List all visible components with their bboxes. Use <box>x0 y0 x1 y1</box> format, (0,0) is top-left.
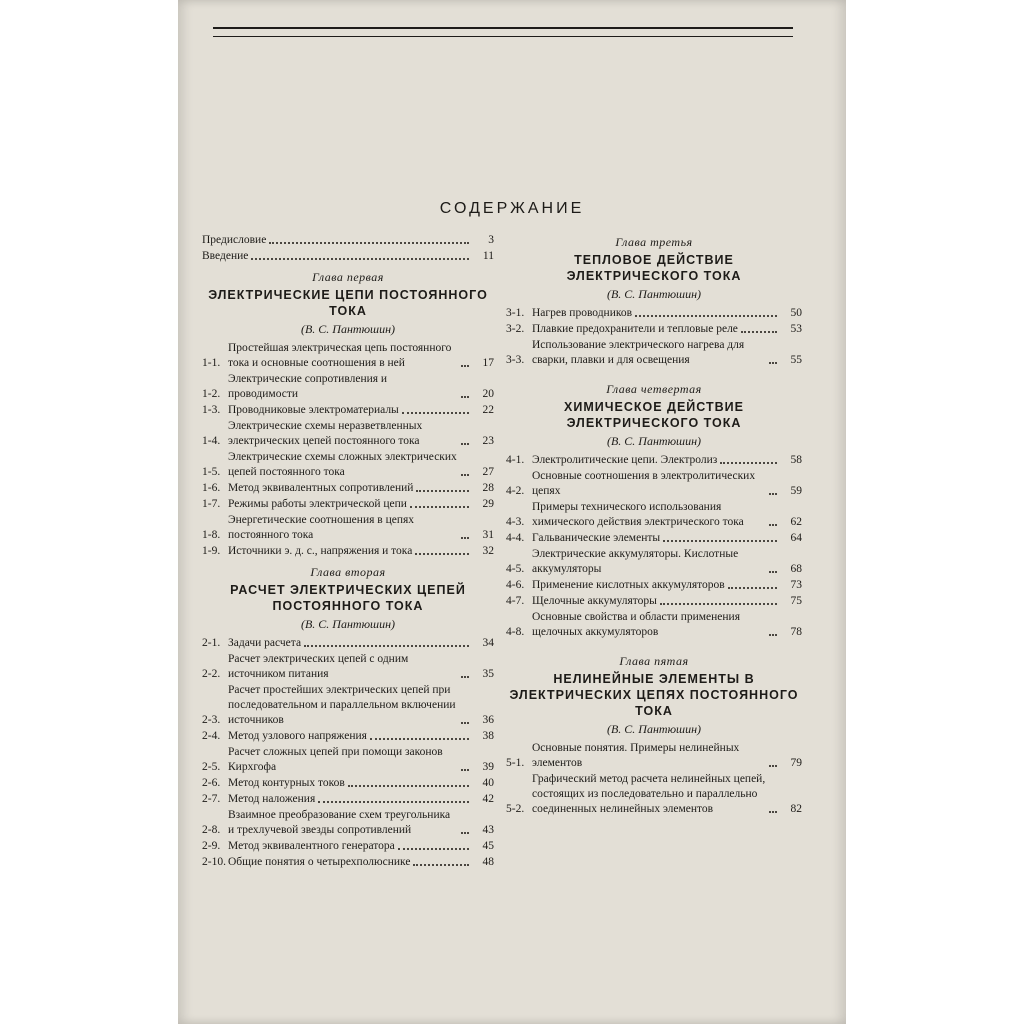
toc-entry <box>202 808 494 838</box>
page-number: 73 <box>790 579 802 591</box>
page-number: 64 <box>790 532 802 544</box>
dot-leader <box>741 331 777 333</box>
toc-entry <box>202 745 494 775</box>
toc-entry-body <box>228 776 494 791</box>
toc-entry-body <box>532 322 802 337</box>
toc-entry-body <box>228 839 494 854</box>
toc-entry-body <box>532 500 802 530</box>
section-title: Электрические аккумуляторы. Кислотные аккумуляторы <box>532 548 739 575</box>
section-number: 2-9. <box>202 840 221 852</box>
toc-entry <box>506 578 802 593</box>
toc-entry <box>202 544 494 559</box>
section-number: 1-1. <box>202 357 221 369</box>
chapter-heading <box>506 382 802 449</box>
section-title: Простейшая электрическая цепь постоянного тока и основные соотношения в ней <box>228 342 452 369</box>
section-title: Режимы работы электрической цепи <box>228 498 407 510</box>
page-number: 29 <box>482 498 494 510</box>
dot-leader <box>318 801 469 803</box>
dot-leader <box>415 553 469 555</box>
page-number: 20 <box>482 388 494 400</box>
section-title: Метод узлового напряжения <box>228 730 367 742</box>
section-number: 1-6. <box>202 482 221 494</box>
section-number: 2-7. <box>202 793 221 805</box>
page-number: 55 <box>790 354 802 366</box>
section-title: Источники э. д. с., напряжения и тока <box>228 545 413 557</box>
section-number: 4-5. <box>506 563 525 575</box>
section-title: Плавкие предохранители и тепловые реле <box>532 323 738 335</box>
page-number: 78 <box>790 626 802 638</box>
dot-leader <box>769 493 777 495</box>
section-title: Метод эквивалентного генератора <box>228 840 395 852</box>
chapter-heading <box>506 654 802 737</box>
section-title: Использование электрического нагрева для сварки, плавки и для освещения <box>532 339 745 366</box>
section-number: 2-1. <box>202 637 221 649</box>
page-number: 32 <box>482 545 494 557</box>
page-number: 68 <box>790 563 802 575</box>
toc-entry <box>506 453 802 468</box>
toc-entry-body <box>228 792 494 807</box>
toc-entry <box>202 839 494 854</box>
toc-entry <box>506 594 802 609</box>
page-number: 39 <box>482 761 494 773</box>
dot-leader <box>398 848 469 850</box>
dot-leader <box>370 738 469 740</box>
chapter-author: (В. С. Пантюшин) <box>606 287 702 301</box>
page-number: 82 <box>790 803 802 815</box>
dot-leader <box>461 722 469 724</box>
page-number: 35 <box>482 668 494 680</box>
toc-entry <box>506 772 802 817</box>
section-title: Основные свойства и области применения щелочных аккумуляторов <box>532 611 740 638</box>
toc-entry-body <box>228 683 494 728</box>
section-title: Применение кислотных аккумуляторов <box>532 579 725 591</box>
toc-entry <box>202 497 494 512</box>
section-number: 1-9. <box>202 545 221 557</box>
toc-entry <box>202 450 494 480</box>
section-title: Метод эквивалентных сопротивлений <box>228 482 414 494</box>
section-number: 4-7. <box>506 595 525 607</box>
toc-entry <box>506 547 802 577</box>
toc-entry <box>202 729 494 744</box>
section-title: Гальванические элементы <box>532 532 661 544</box>
section-title: Проводниковые электроматериалы <box>228 404 399 416</box>
toc-entry-body <box>228 403 494 418</box>
section-title: Основные соотношения в электролитических цепях <box>532 470 756 497</box>
left-chapters <box>202 270 494 870</box>
section-title: Графический метод расчета нелинейных цепей, состоящих из последовательно и параллельно соединенных нелинейных элементов <box>532 773 766 815</box>
toc-entry-body <box>532 741 802 771</box>
toc-entry <box>506 469 802 499</box>
section-title: Энергетические соотношения в цепях постоянного тока <box>228 514 415 541</box>
toc-entry <box>506 531 802 546</box>
toc-entry <box>202 855 494 870</box>
section-number: 4-2. <box>506 485 525 497</box>
dot-leader <box>461 832 469 834</box>
chapter-author: (В. С. Пантюшин) <box>606 722 702 736</box>
dot-leader <box>660 603 777 605</box>
section-title: Электрические схемы неразветвленных электрических цепей постоянного тока <box>228 420 423 447</box>
toc-entry-body <box>228 652 494 682</box>
page-number: 28 <box>482 482 494 494</box>
section-number: 2-10. <box>202 856 226 868</box>
page-number: 38 <box>482 730 494 742</box>
section-title: Основные понятия. Примеры нелинейных элементов <box>532 742 740 769</box>
section-number: 4-4. <box>506 532 525 544</box>
page-number: 40 <box>482 777 494 789</box>
chapter-label: Глава четвертая <box>606 382 702 396</box>
section-title: Общие понятия о четырехполюснике <box>228 856 411 868</box>
toc-entry-body <box>532 469 802 499</box>
section-number: 4-8. <box>506 626 525 638</box>
page-number: 58 <box>790 454 802 466</box>
section-number: 3-3. <box>506 354 525 366</box>
front-matter-introduction <box>202 249 494 264</box>
toc-entry-body <box>228 855 494 870</box>
toc-entry-body <box>228 745 494 775</box>
page-number: 22 <box>482 404 494 416</box>
section-number: 1-7. <box>202 498 221 510</box>
toc-entry <box>506 338 802 368</box>
dot-leader <box>461 443 469 445</box>
dot-leader <box>769 524 777 526</box>
dot-leader <box>769 765 777 767</box>
section-number: 1-3. <box>202 404 221 416</box>
toc-entry <box>202 419 494 449</box>
section-number: 2-4. <box>202 730 221 742</box>
page-number: 42 <box>482 793 494 805</box>
chapter-title: ХИМИЧЕСКОЕ ДЕЙСТВИЕ ЭЛЕКТРИЧЕСКОГО ТОКА <box>564 400 744 430</box>
toc-entry-body <box>532 772 802 817</box>
chapter-label: Глава первая <box>312 270 384 284</box>
toc-entry-body <box>532 547 802 577</box>
toc-entry <box>506 741 802 771</box>
section-number: 2-3. <box>202 714 221 726</box>
toc-entry <box>202 776 494 791</box>
page-number: 23 <box>482 435 494 447</box>
toc-entry-body <box>228 419 494 449</box>
section-title: Щелочные аккумуляторы <box>532 595 657 607</box>
section-number: 3-2. <box>506 323 525 335</box>
chapter-author: (В. С. Пантюшин) <box>300 322 396 336</box>
section-number: 1-2. <box>202 388 221 400</box>
section-title: Электрические сопротивления и проводимости <box>228 373 388 400</box>
toc-entry <box>202 481 494 496</box>
section-title: Задачи расчета <box>228 637 302 649</box>
page-number: 11 <box>482 250 494 262</box>
chapter-heading <box>506 235 802 302</box>
toc-entry <box>506 610 802 640</box>
dot-leader <box>410 506 469 508</box>
top-rule-thin <box>213 36 793 37</box>
section-title: Метод наложения <box>228 793 316 805</box>
page-number: 48 <box>482 856 494 868</box>
toc-entry-body <box>228 729 494 744</box>
page-number: 43 <box>482 824 494 836</box>
toc-entry <box>202 513 494 543</box>
toc-right-column <box>506 233 802 818</box>
toc-entry-body <box>228 450 494 480</box>
toc-entry <box>506 322 802 337</box>
section-title: Расчет сложных цепей при помощи законов Кирхгофа <box>228 746 443 773</box>
dot-leader <box>416 490 469 492</box>
page-number: 31 <box>482 529 494 541</box>
section-title: Взаимное преобразование схем треугольника и трехлучевой звезды сопротивлений <box>228 809 451 836</box>
section-number: 2-2. <box>202 668 221 680</box>
chapter-title: НЕЛИНЕЙНЫЕ ЭЛЕМЕНТЫ В ЭЛЕКТРИЧЕСКИХ ЦЕПЯХ ПОСТОЯННОГО ТОКА <box>509 672 799 718</box>
chapter-label: Глава пятая <box>619 654 689 668</box>
dot-leader <box>348 785 469 787</box>
book-page <box>178 0 846 1024</box>
page-number: 17 <box>482 357 494 369</box>
dot-leader <box>720 462 777 464</box>
page-number: 62 <box>790 516 802 528</box>
toc-entry-body <box>532 578 802 593</box>
front-matter-title: Введение <box>202 250 249 262</box>
chapter-heading <box>202 270 494 337</box>
toc-entry-body <box>532 531 802 546</box>
page-number: 34 <box>482 637 494 649</box>
dot-leader <box>769 634 777 636</box>
page-number: 75 <box>790 595 802 607</box>
toc-entry-body <box>228 497 494 512</box>
section-title: Нагрев проводников <box>532 307 633 319</box>
toc-entry <box>202 652 494 682</box>
toc-entry <box>506 500 802 530</box>
toc-entry-body <box>228 481 494 496</box>
section-number: 1-4. <box>202 435 221 447</box>
top-rule <box>213 27 793 29</box>
chapter-label: Глава вторая <box>310 565 386 579</box>
section-number: 5-1. <box>506 757 525 769</box>
toc-entry-body <box>228 513 494 543</box>
toc-entry <box>202 683 494 728</box>
dot-leader <box>461 676 469 678</box>
dot-leader <box>635 315 777 317</box>
dot-leader <box>461 396 469 398</box>
chapter-label: Глава третья <box>615 235 693 249</box>
dot-leader <box>461 474 469 476</box>
dot-leader <box>269 242 469 244</box>
page-number: 59 <box>790 485 802 497</box>
section-number: 2-8. <box>202 824 221 836</box>
page-number: 53 <box>790 323 802 335</box>
toc-entry-body <box>532 306 802 321</box>
dot-leader <box>769 362 777 364</box>
page-number: 79 <box>790 757 802 769</box>
toc-entry-body <box>532 594 802 609</box>
section-title: Примеры технического использования химического действия электрического тока <box>532 501 744 528</box>
toc-entry <box>506 306 802 321</box>
page-number: 3 <box>488 234 494 246</box>
chapter-title: ЭЛЕКТРИЧЕСКИЕ ЦЕПИ ПОСТОЯННОГО ТОКА <box>208 288 488 318</box>
toc-left-column <box>202 233 494 871</box>
section-title: Электролитические цепи. Электролиз <box>532 454 718 466</box>
chapter-title: ТЕПЛОВОЕ ДЕЙСТВИЕ ЭЛЕКТРИЧЕСКОГО ТОКА <box>566 253 742 283</box>
dot-leader <box>769 571 777 573</box>
toc-entry-body <box>228 636 494 651</box>
section-number: 4-1. <box>506 454 525 466</box>
dot-leader <box>728 587 777 589</box>
section-number: 2-6. <box>202 777 221 789</box>
page-number: 50 <box>790 307 802 319</box>
dot-leader <box>304 645 469 647</box>
toc-entry <box>202 636 494 651</box>
section-title: Расчет простейших электрических цепей при последовательном и параллельном включении источников <box>228 684 456 726</box>
section-number: 3-1. <box>506 307 525 319</box>
dot-leader <box>461 365 469 367</box>
toc-entry-body <box>532 453 802 468</box>
page-number: 27 <box>482 466 494 478</box>
front-matter-title: Предисловие <box>202 234 267 246</box>
dot-leader <box>413 864 469 866</box>
page-number: 45 <box>482 840 494 852</box>
dot-leader <box>461 769 469 771</box>
front-matter-preface <box>202 233 494 248</box>
chapter-heading <box>202 565 494 632</box>
right-chapters <box>506 235 802 817</box>
dot-leader <box>251 258 469 260</box>
toc-entry-body <box>228 372 494 402</box>
section-title: Метод контурных токов <box>228 777 345 789</box>
section-number: 2-5. <box>202 761 221 773</box>
toc-entry-body <box>228 544 494 559</box>
toc-entry-body <box>532 610 802 640</box>
chapter-title: РАСЧЕТ ЭЛЕКТРИЧЕСКИХ ЦЕПЕЙ ПОСТОЯННОГО ТОКА <box>230 583 466 613</box>
section-number: 5-2. <box>506 803 525 815</box>
chapter-author: (В. С. Пантюшин) <box>300 617 396 631</box>
chapter-author: (В. С. Пантюшин) <box>606 434 702 448</box>
dot-leader <box>663 540 777 542</box>
dot-leader <box>769 811 777 813</box>
dot-leader <box>461 537 469 539</box>
section-title: Расчет электрических цепей с одним источником питания <box>228 653 409 680</box>
toc-entry-body <box>228 341 494 371</box>
section-number: 1-8. <box>202 529 221 541</box>
dot-leader <box>402 412 469 414</box>
page-title: СОДЕРЖАНИЕ <box>439 200 585 217</box>
toc-entry-body <box>532 338 802 368</box>
section-title: Электрические схемы сложных электрических цепей постоянного тока <box>228 451 457 478</box>
section-number: 4-3. <box>506 516 525 528</box>
page-number: 36 <box>482 714 494 726</box>
toc-entry <box>202 372 494 402</box>
toc-entry-body <box>228 808 494 838</box>
section-number: 1-5. <box>202 466 221 478</box>
toc-entry <box>202 792 494 807</box>
toc-entry <box>202 341 494 371</box>
section-number: 4-6. <box>506 579 525 591</box>
toc-entry <box>202 403 494 418</box>
